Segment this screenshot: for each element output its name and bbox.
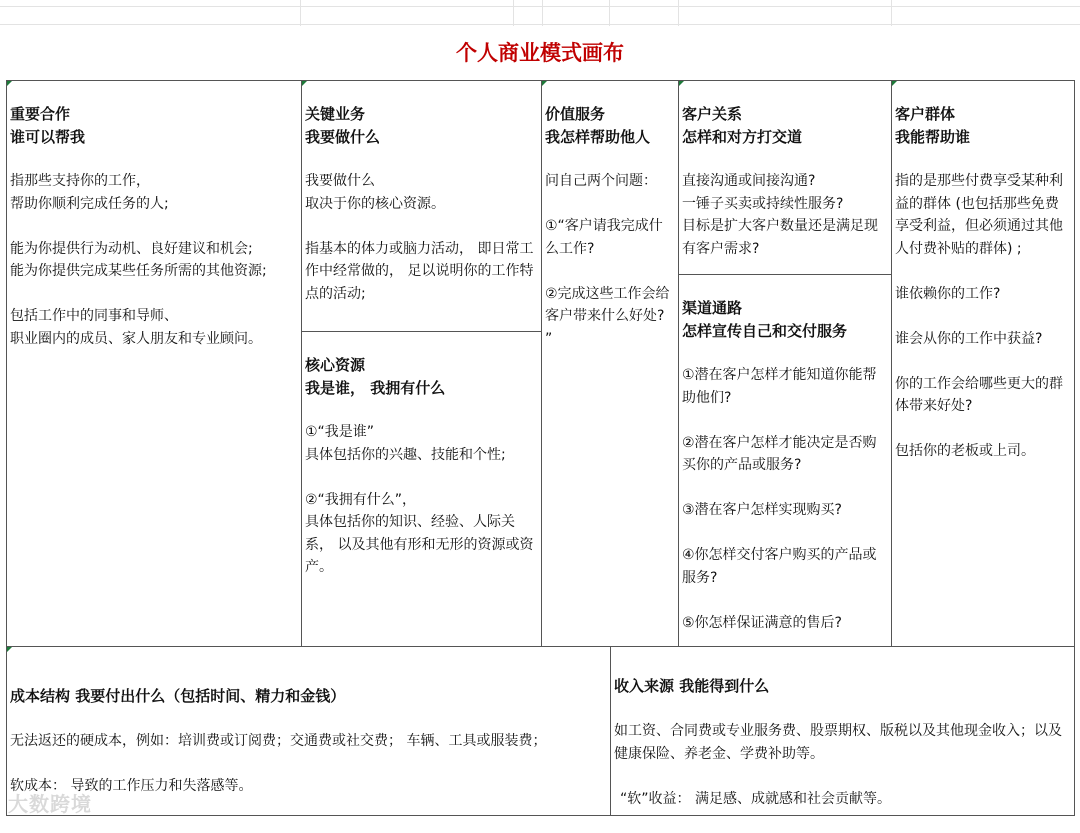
cell-marker xyxy=(7,81,12,86)
block-heading: 价值服务 我怎样帮助他人 xyxy=(545,105,651,146)
block-heading: 渠道通路 怎样宣传自己和交付服务 xyxy=(682,299,848,340)
block-heading: 客户关系 怎样和对方打交道 xyxy=(682,105,803,146)
block-heading: 收入来源 我能得到什么 xyxy=(614,677,770,695)
block-body: 指那些支持你的工作， 帮助你顺利完成任务的人; 能为你提供行为动机、良好建议和机会; 能为你提供完成某些任务所需的其他资源; 包括工作中的同事和导师、 职业圈内的成员、家人朋友和专业顾问。 xyxy=(10,173,267,347)
sheet-gridlines xyxy=(0,0,1080,26)
block-heading: 核心资源 我是谁， 我拥有什么 xyxy=(305,356,446,397)
block-key-partners xyxy=(6,80,302,647)
block-body: ①潜在客户怎样才能知道你能帮助他们? ②潜在客户怎样才能决定是否购买你的产品或服务? ③潜在客户怎样实现购买? ④你怎样交付客户购买的产品或服务? ⑤你怎样保证满意的售后? xyxy=(682,367,877,631)
block-key-resources xyxy=(301,331,542,647)
block-heading: 重要合作 谁可以帮我 xyxy=(10,105,86,146)
block-body: 指的是那些付费享受某种利益的群体 (也包括那些免费享受利益，但必须通过其他人付费补贴的群体) ; 谁依赖你的工作? 谁会从你的工作中获益? 你的工作会给哪些更大的群体带来好处? 包括你的老板或上司。 xyxy=(895,173,1063,459)
block-customer-relationships xyxy=(678,80,892,275)
block-heading: 成本结构 我要付出什么（包括时间、精力和金钱） xyxy=(10,687,346,705)
block-body: ①“我是谁” 具体包括你的兴趣、技能和个性; ②“我拥有什么”， 具体包括你的知识、经验、人际关系， 以及其他有形和无形的资源或资产。 xyxy=(305,424,534,575)
block-customer-segments xyxy=(891,80,1075,647)
block-heading: 关键业务 我要做什么 xyxy=(305,105,381,146)
block-cost-structure xyxy=(6,646,611,816)
block-revenue-streams xyxy=(610,646,1075,816)
watermark: 大数跨境 xyxy=(8,792,92,816)
block-body: 无法返还的硬成本，例如：培训费或订阅费；交通费或社交费； 车辆、工具或服装费； 软成本： 导致的工作压力和失落感等。 xyxy=(10,733,547,794)
cell-marker xyxy=(892,81,897,86)
cell-marker xyxy=(679,81,684,86)
cell-marker xyxy=(7,647,12,652)
cell-marker xyxy=(302,81,307,86)
block-body: 我要做什么 取决于你的核心资源。 指基本的体力或脑力活动， 即日常工作中经常做的， 足以说明你的工作特点的活动; xyxy=(305,173,534,302)
cell-marker xyxy=(542,81,547,86)
page-title: 个人商业模式画布 xyxy=(456,41,624,65)
block-key-activities xyxy=(301,80,542,332)
block-body: 问自己两个问题： ①“客户请我完成什么工作? ②完成这些工作会给客户带来什么好处? ” xyxy=(545,173,670,347)
block-heading: 客户群体 我能帮助谁 xyxy=(895,105,971,146)
block-channels xyxy=(678,274,892,647)
block-body: 如工资、合同费或专业服务费、股票期权、版税以及其他现金收入；以及健康保险、养老金、学费补助等。 “软”收益： 满足感、成就感和社会贡献等。 xyxy=(614,723,1062,807)
block-body: 直接沟通或间接沟通? 一锤子买卖或持续性服务? 目标是扩大客户数量还是满足现有客户需求? xyxy=(682,173,878,257)
block-value-proposition xyxy=(541,80,679,647)
